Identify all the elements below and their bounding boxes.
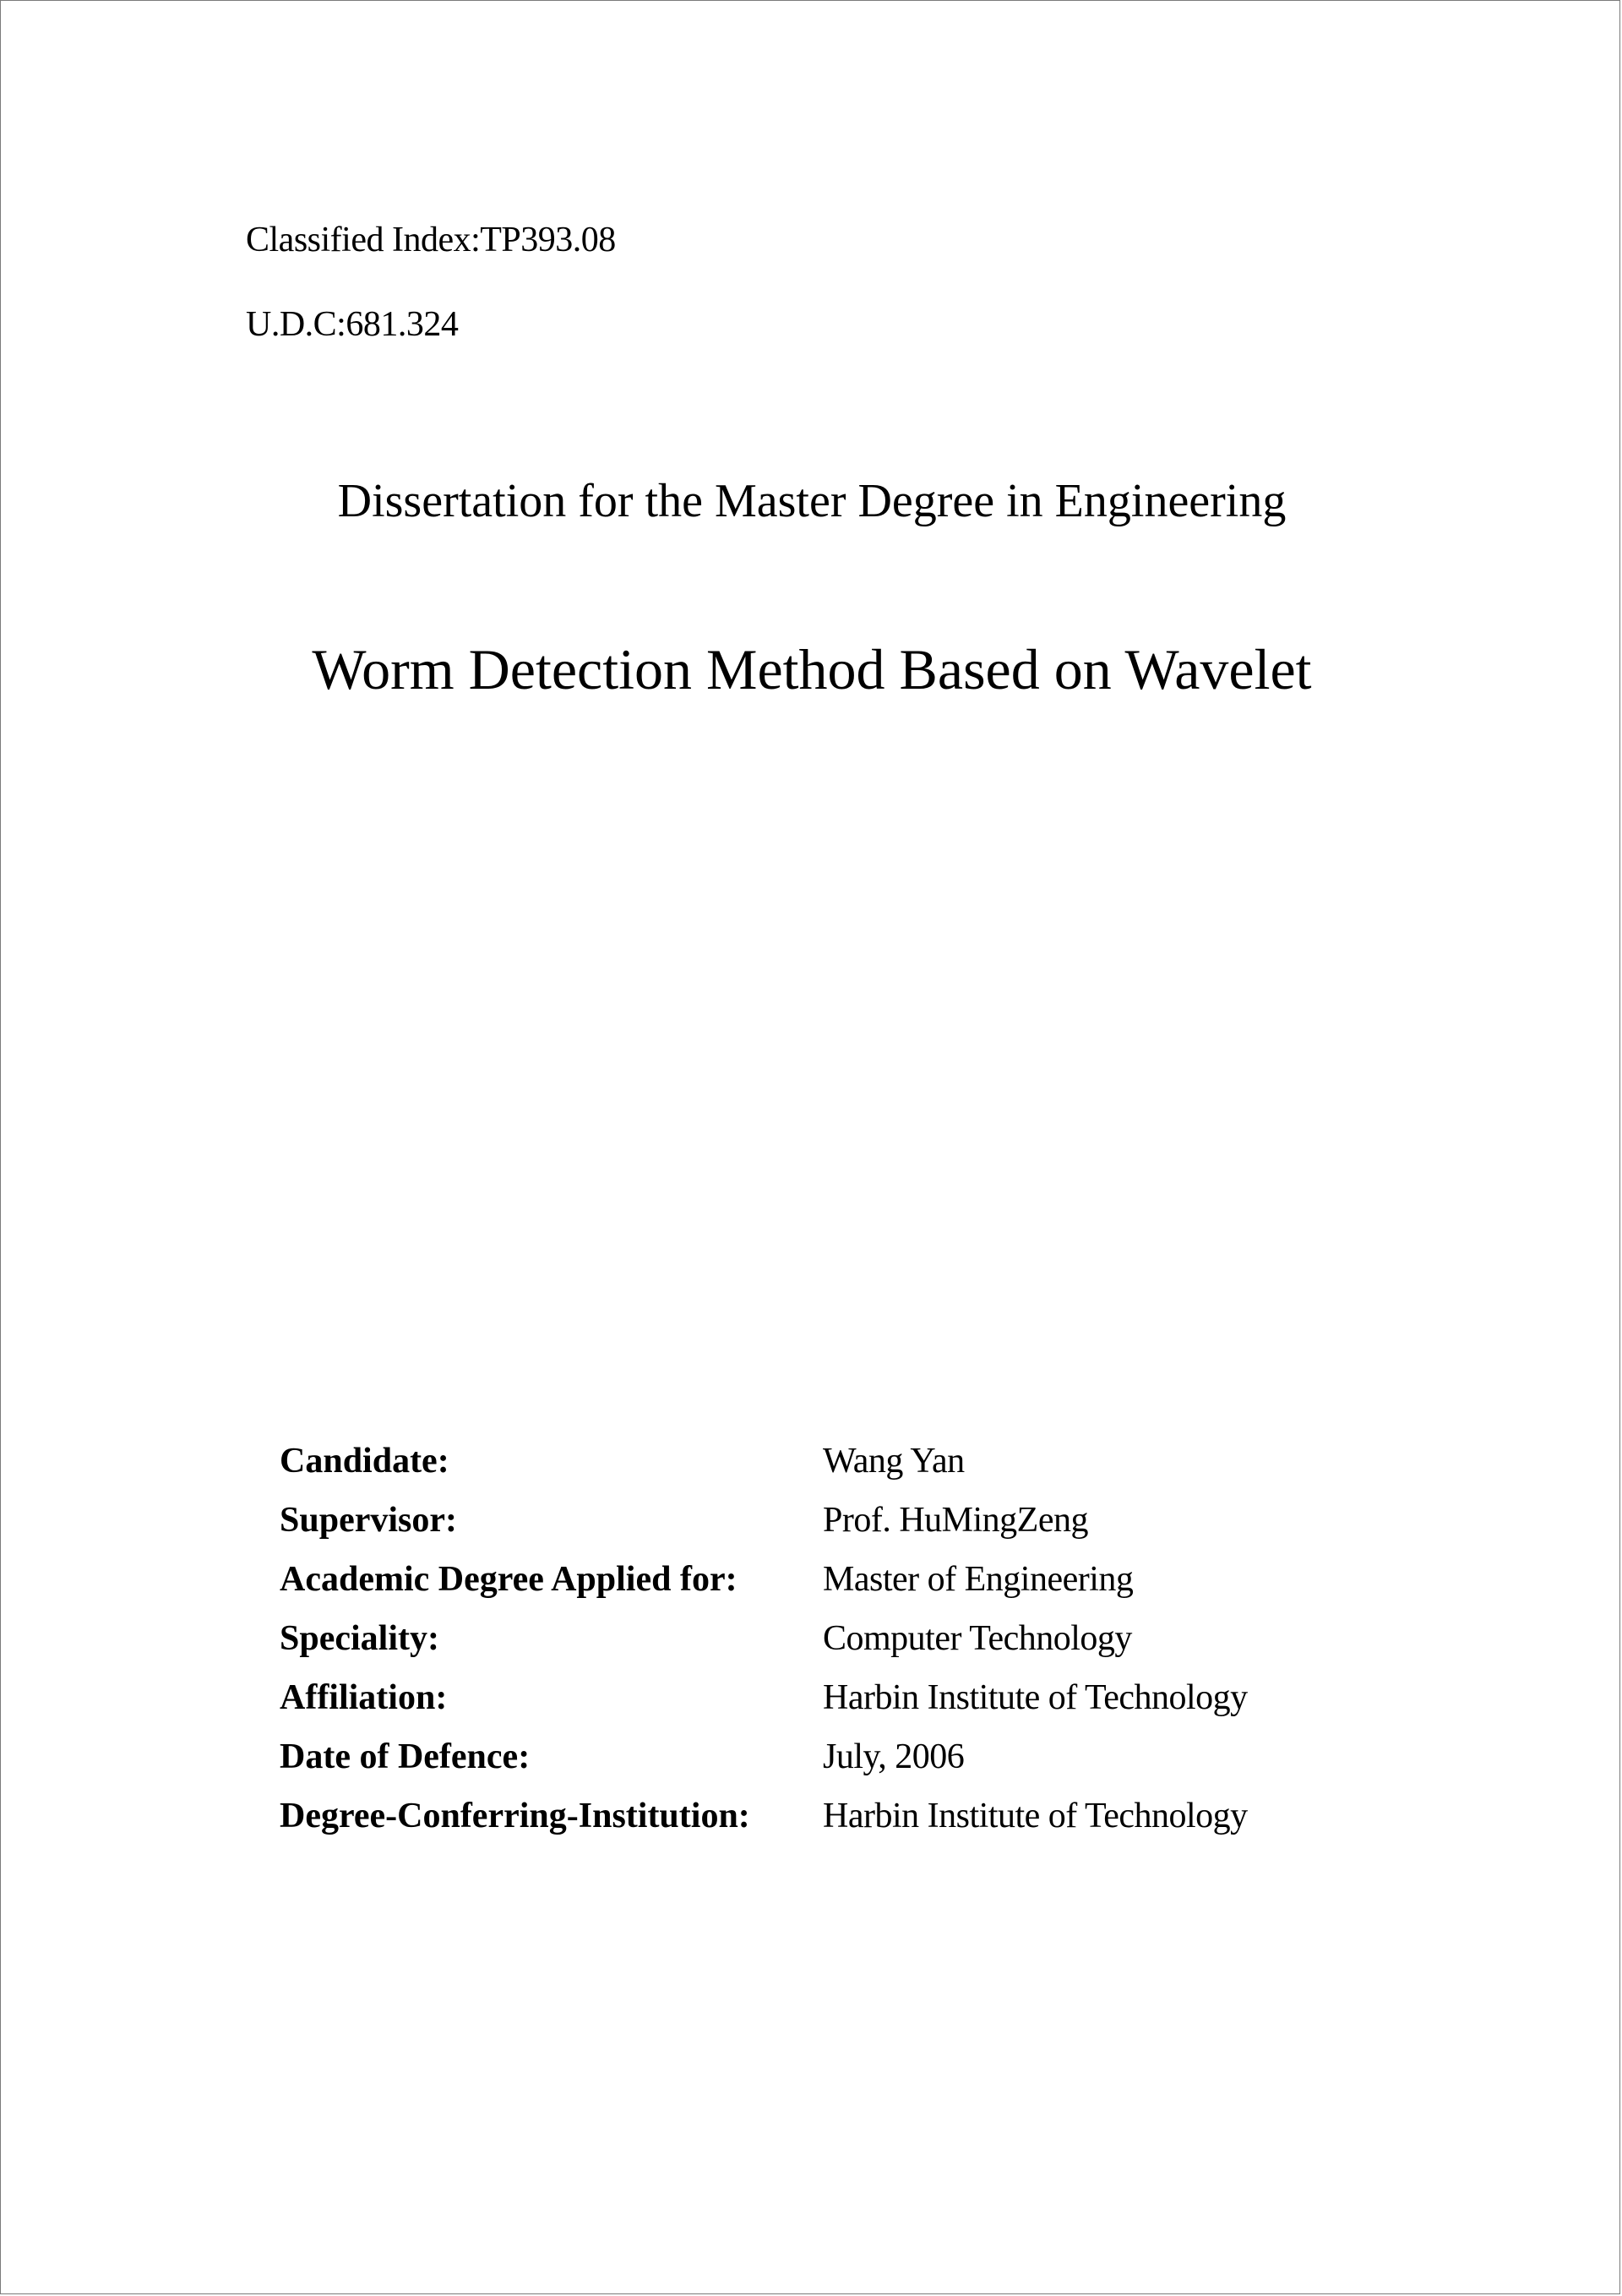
info-label: Candidate: bbox=[280, 1442, 449, 1481]
classified-index: Classified Index:TP393.08 bbox=[246, 221, 616, 259]
info-label: Speciality: bbox=[280, 1619, 439, 1658]
udc-number: U.D.C:681.324 bbox=[246, 305, 459, 344]
info-row-institution bbox=[280, 1792, 1378, 1852]
info-table bbox=[280, 1437, 1378, 1852]
dissertation-subtitle: Dissertation for the Master Degree in Engineering bbox=[337, 475, 1287, 527]
dissertation-title: Worm Detection Method Based on Wavelet bbox=[312, 637, 1312, 701]
info-value: Prof. HuMingZeng bbox=[823, 1501, 1088, 1540]
info-row-defence-date bbox=[280, 1733, 1378, 1792]
info-label: Affiliation: bbox=[280, 1678, 448, 1717]
info-value: Harbin Institute of Technology bbox=[823, 1797, 1248, 1835]
info-value: July, 2006 bbox=[823, 1737, 965, 1776]
info-label: Date of Defence: bbox=[280, 1737, 531, 1776]
info-value: Wang Yan bbox=[823, 1442, 965, 1481]
info-label: Academic Degree Applied for: bbox=[280, 1560, 738, 1599]
info-label: Degree-Conferring-Institution: bbox=[280, 1797, 750, 1835]
info-row-supervisor bbox=[280, 1497, 1378, 1556]
info-value: Computer Technology bbox=[823, 1619, 1132, 1658]
info-row-affiliation bbox=[280, 1674, 1378, 1733]
info-value: Master of Engineering bbox=[823, 1560, 1134, 1599]
info-label: Supervisor: bbox=[280, 1501, 457, 1540]
info-value: Harbin Institute of Technology bbox=[823, 1678, 1248, 1717]
info-row-speciality bbox=[280, 1615, 1378, 1674]
info-row-degree bbox=[280, 1556, 1378, 1615]
info-row-candidate bbox=[280, 1437, 1378, 1497]
